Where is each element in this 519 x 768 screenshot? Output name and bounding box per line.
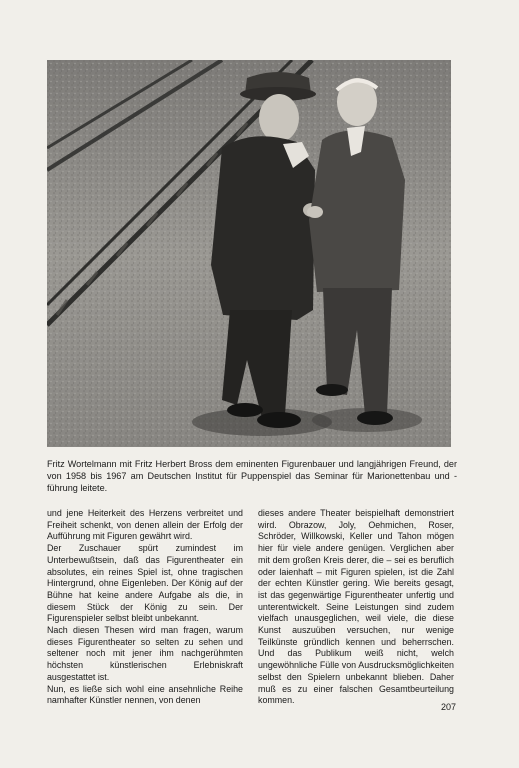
text-column-left [47,508,243,707]
paragraph: dieses andere Theater beispielhaft demonstriert wird. Obrazow, Joly, Oehmichen, Roser, Schröder, Willkowski, Keller und Tahon mögen hier für viele andere genügen. Verglichen aber mit dem großen Kreis derer, die – sei es beruflich oder laienhaft – mit Figuren spielen, ist die Zahl der echten Künstler gering. Wie bereits gesagt, ist das gegenwärtige Figurentheater unfertig und unterentwickelt. Seine Leistungen sind zudem vielfach unausgeglichen, weil viele, die diese Kunst auszuüben versuchen, nur wenige Teilkünste gründlich kennen und beherrschen. Und das Publikum weiß nicht, welch ungewöhnliche Fülle von Ausdrucksmöglichkeiten selbst den Spielern unbekannt blieben. Daher muß es zu einer falschen Gesamtbeurteilung kommen. [258,508,454,706]
text-column-right [258,508,454,707]
photo-two-men-at-railway [47,60,451,447]
paragraph: Der Zuschauer spürt zumindest im Unterbewußtsein, daß das Figurentheater ein absolutes, ein reines Spiel ist, ohne tragischen Hintergrund, ohne Eigenleben. Der König auf der Bühne hat keine andere Aufgabe als die, in diesem Stück der König zu sein. Der Figurenspieler selbst bleibt unbekannt. [47,543,243,624]
paragraph: Nun, es ließe sich wohl eine ansehnliche Reihe namhafter Künstler nennen, von denen [47,683,243,706]
paragraph: und jene Heiterkeit des Herzens verbreitet und Freiheit schenkt, von denen allein der Erfolg der Aufführung mit Figuren gewährt wird. [47,508,243,542]
paragraph: Nach diesen Thesen wird man fragen, warum dieses Figurentheater so selten zu sehen und seltener noch mit jener ihm nachgerühmten höchsten künstlerischen Erlebniskraft ausgestattet ist. [47,625,243,682]
page-number: 207 [440,702,456,712]
photograph [47,60,451,447]
photo-caption: Fritz Wortelmann mit Fritz Herbert Bross dem eminenten Figurenbauer und langjährigen Freund, der von 1958 bis 1967 am Deutschen Institut für Puppenspiel das Seminar für Marionettenbau und -führung leitete. [47,459,457,494]
